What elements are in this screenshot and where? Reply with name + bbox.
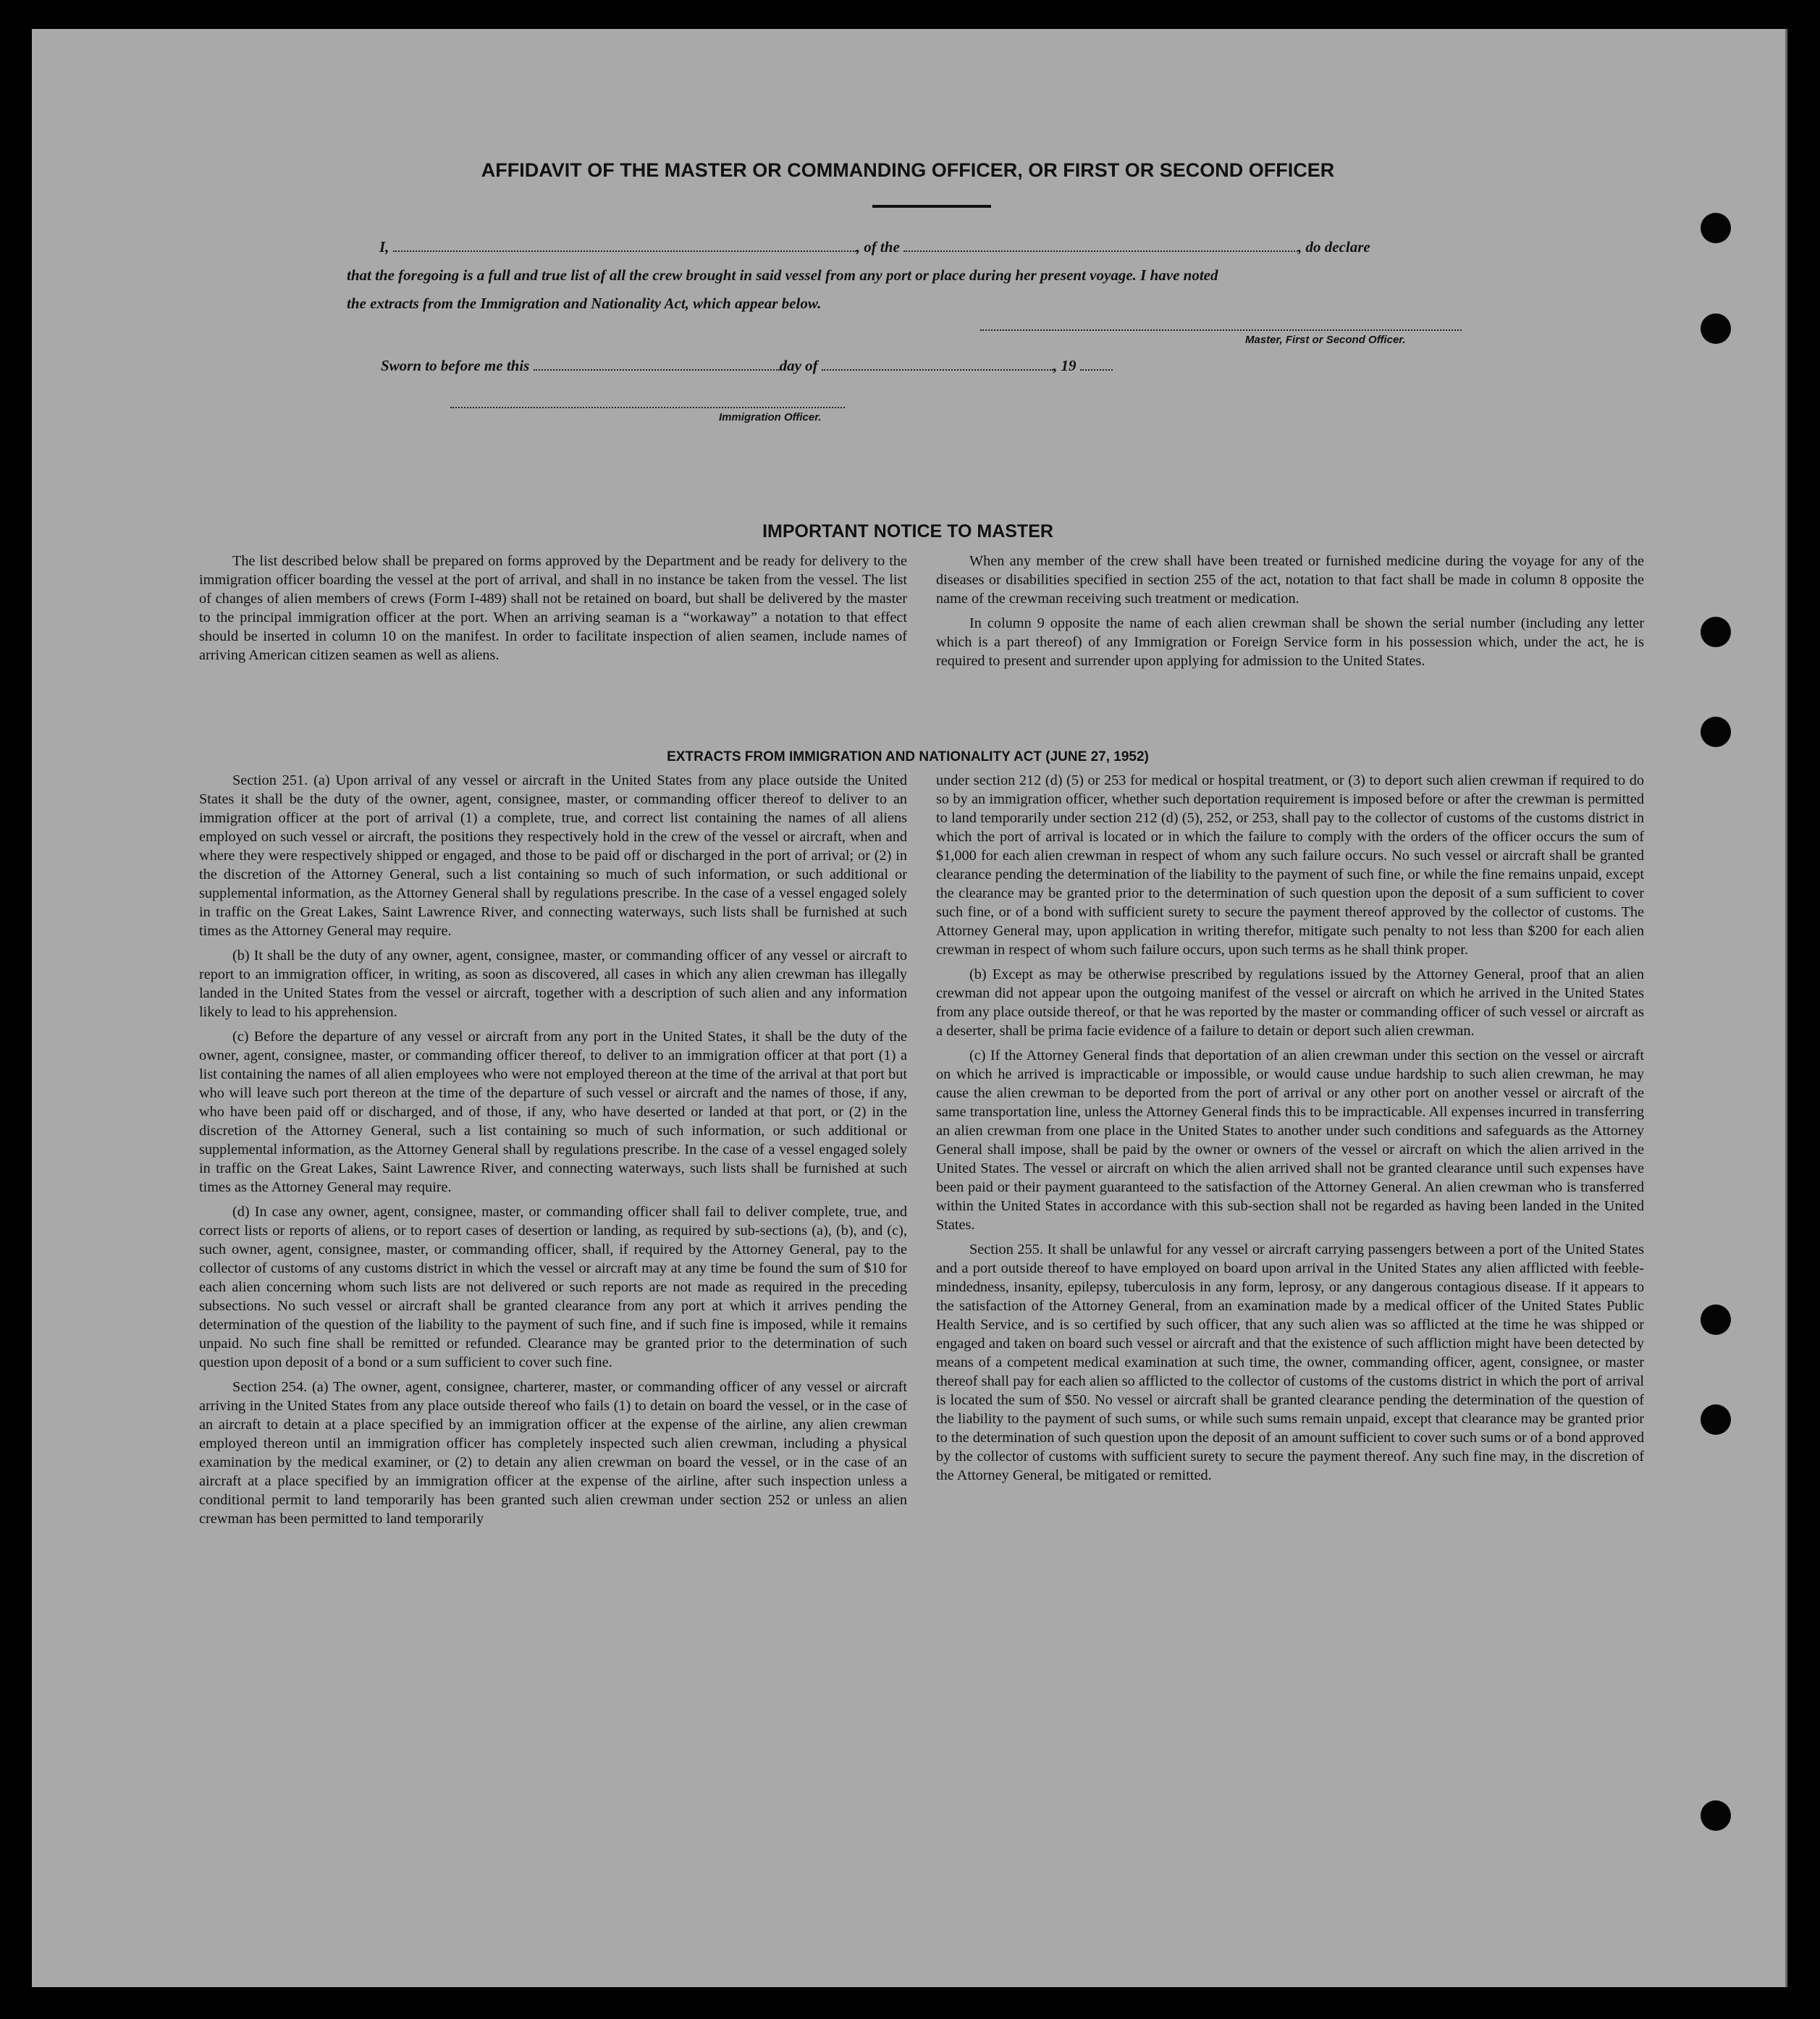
notice-title: IMPORTANT NOTICE TO MASTER	[762, 521, 1053, 541]
extracts-left-column	[199, 771, 907, 1534]
name-blank[interactable]	[393, 237, 856, 252]
master-signature-line[interactable]	[980, 329, 1462, 331]
vessel-blank[interactable]	[903, 237, 1298, 252]
punch-hole	[1701, 313, 1731, 344]
extract-paragraph: (b) Except as may be otherwise prescribed by regulations issued by the Attorney General, proof that an alien crewman did not appear upon the outgoing manifest of the vessel or aircraft on which he arrived in the United States from any place outside thereof, or that he was reported by the master or commanding officer of such vessel or aircraft as a deserter, shall be prima facie evidence of a failure to detain or deport such alien crewman.	[936, 966, 1644, 1039]
declaration-text-2: the extracts from the Immigration and Nationality Act, which appear below.	[347, 295, 822, 312]
immigration-officer-caption: Immigration Officer.	[719, 411, 822, 423]
affidavit-title: AFFIDAVIT OF THE MASTER OR COMMANDING OFFICER, OR FIRST OR SECOND OFFICER	[481, 159, 1335, 181]
extract-paragraph: Section 251. (a) Upon arrival of any vessel or aircraft in the United States from any place outside the United States it shall be the duty of the owner, agent, consignee, master, or commanding officer thereof to deliver to an immigration officer at the port of arrival (1) a complete, true, and correct list containing the names of all aliens employed on such vessel or aircraft, the positions they respectively hold in the crew of the vessel or aircraft, when and where they were respectively shipped or engaged, and those to be paid off or discharged in the port of arrival; or (2) in the discretion of the Attorney General, such a list containing so much of such information, or such additional or supplemental information, as the Attorney General shall by regulations prescribe. In the case of a vessel engaged solely in traffic on the Great Lakes, Saint Lawrence River, and connecting waterways, such lists shall be furnished at such times as the Attorney General may require.	[199, 772, 907, 939]
extract-paragraph: Section 254. (a) The owner, agent, consignee, charterer, master, or commanding officer of any vessel or aircraft arriving in the United States from any place outside thereof who fails (1) to detain on board the vessel, or in the case of an aircraft to detain at a place specified by an immigration officer at the expense of the airline, any alien crewman employed thereon until an immigration officer has completely inspected such alien crewman, including a physical examination by the medical examiner, or (2) to detain any alien crewman on board the vessel, or in the case of an aircraft at a place specified by an immigration officer at the expense of the airline, after such inspection unless a conditional permit to land temporarily has been granted such alien crewman under section 252 or unless an alien crewman has been permitted to land temporarily	[199, 1379, 907, 1527]
declaration-of: , of the	[856, 238, 900, 256]
sworn-day-of: day of	[779, 357, 818, 374]
notice-paragraph: The list described below shall be prepared on forms approved by the Department and be ready for delivery to the immigration officer boarding the vessel at the port of arrival, and shall in no instance be taken from the vessel. The list of changes of alien members of crews (Form I-489) shall not be retained on board, but shall be delivered by the master to the principal immigration officer at the port. When an arriving seaman is a “workaway” a notation to that effect should be inserted in column 10 on the manifest. In order to facilitate inspection of alien seamen, include names of arriving American citizen seamen as well as aliens.	[199, 553, 907, 663]
sworn-line	[381, 356, 1113, 375]
notice-paragraph: When any member of the crew shall have been treated or furnished medicine during the voyage for any of the diseases or disabilities specified in section 255 of the act, notation to that fact shall be made in column 8 opposite the name of the crewman receiving such treatment or medication.	[936, 553, 1644, 607]
punch-hole	[1701, 717, 1731, 747]
punch-hole	[1701, 213, 1731, 243]
sworn-label: Sworn to before me this	[381, 357, 530, 374]
declaration-do-declare: , do declare	[1298, 238, 1370, 256]
sworn-year-prefix: , 19	[1053, 357, 1077, 374]
punch-hole	[1701, 1404, 1731, 1435]
extract-paragraph: (b) It shall be the duty of any owner, agent, consignee, master, or commanding officer of any vessel or aircraft to report to an immigration officer, in writing, as soon as discovered, all cases in which any alien crewman has illegally landed in the United States from the vessel or aircraft, together with a description of such alien and any information likely to lead to his apprehension.	[199, 948, 907, 1020]
punch-hole	[1701, 617, 1731, 647]
sworn-month-blank[interactable]	[822, 356, 1053, 371]
punch-hole	[1701, 1800, 1731, 1831]
extract-paragraph: (d) In case any owner, agent, consignee, master, or commanding officer shall fail to deliver complete, true, and correct lists or reports of aliens, or to report cases of desertion or landing, as required by sub-sections (a), (b), and (c), such owner, agent, consignee, master, or commanding officer, shall, if required by the Attorney General, pay to the collector of customs of any customs district in which the vessel or aircraft may at any time be found the sum of $10 for each alien concerning whom such lists are not delivered or such reports are not made as required in the preceding subsections. No such vessel or aircraft shall be granted clearance from any port at which it arrives pending the determination of the question of the liability to the payment of such fine, and if such fine is imposed, while it remains unpaid. No such fine shall be remitted or refunded. Clearance may be granted prior to the determination of such question upon deposit of a bond or a sum sufficient to cover such fine.	[199, 1204, 907, 1370]
declaration-i: I,	[379, 238, 389, 256]
extract-paragraph: under section 212 (d) (5) or 253 for medical or hospital treatment, or (3) to deport such alien crewman if required to do so by an immigration officer, whether such deportation requirement is imposed before or after the crewman is permitted to land temporarily under section 212 (d) (5), 252, or 253, shall pay to the collector of customs of the customs district in which the port of arrival is located or in which the failure to comply with the orders of the officer occurs the sum of $1,000 for each alien crewman in respect of whom any such failure occurs. No such vessel or aircraft shall be granted clearance pending the determination of the liability to the payment of such fine, or while the fine remains unpaid, except the clearance may be granted prior to the determination of such question upon the deposit of a sum sufficient to cover such fine, or of a bond with sufficient surety to secure the payment thereof approved by the collector of customs. The Attorney General may, upon application in writing therefor, mitigate such penalty to not less than $200 for each alien crewman in respect of whom such failure occurs, upon such terms as he shall think proper.	[936, 772, 1644, 958]
extracts-right-column	[936, 771, 1644, 1491]
extract-paragraph: (c) Before the departure of any vessel or aircraft from any port in the United States, it shall be the duty of the owner, agent, consignee, master, or commanding officer thereof, to deliver to an immigration officer at that port (1) a list containing the names of all alien employees who were not employed thereon at the time of the arrival at that port but who will leave such port thereon at the time of the departure of such vessel or aircraft and the names of those, if any, who have been paid off or discharged, and of those, if any, who have deserted or landed at that port, or (2) in the discretion of the Attorney General, such a list containing so much of such information, or such additional or supplemental information, as the Attorney General shall by regulations prescribe. In the case of a vessel engaged solely in traffic on the Great Lakes, Saint Lawrence River, and connecting waterways, such lists shall be furnished at such times as the Attorney General may require.	[199, 1029, 907, 1195]
immigration-officer-line[interactable]	[450, 407, 845, 408]
declaration-text-1: that the foregoing is a full and true list of all the crew brought in said vessel from any port or place during her present voyage. I have noted	[347, 266, 1218, 284]
form-page	[32, 29, 1787, 1987]
declaration-line	[379, 237, 1370, 256]
notice-left-column	[199, 552, 907, 670]
sworn-day-blank[interactable]	[534, 356, 780, 371]
sworn-year-blank[interactable]	[1080, 356, 1113, 371]
notice-paragraph: In column 9 opposite the name of each alien crewman shall be shown the serial number (including any letter which is a part thereof) of any Immigration or Foreign Service form in his possession which, under the act, he is required to present and surrender upon applying for admission to the United States.	[936, 615, 1644, 669]
extracts-title: EXTRACTS FROM IMMIGRATION AND NATIONALITY ACT (JUNE 27, 1952)	[667, 749, 1149, 764]
extract-paragraph: Section 255. It shall be unlawful for any vessel or aircraft carrying passengers between a port of the United States and a port outside thereof to have employed on board upon arrival in the United States any alien afflicted with feeble-mindedness, insanity, epilepsy, tuberculosis in any form, leprosy, or any dangerous contagious disease. If it appears to the satisfaction of the Attorney General, from an examination made by a medical officer of the United States Public Health Service, and is so certified by such officer, that any such alien was so afflicted at the time he was shipped or engaged and taken on board such vessel or aircraft and that the existence of such affliction might have been detected by means of a competent medical examination at such time, the owner, commanding officer, agent, consignee, or master thereof shall pay for each alien so afflicted to the collector of customs of the customs district in which the port of arrival is located the sum of $50. No vessel or aircraft shall be granted clearance pending the determination of the question of the liability to the payment of such sums, or while such sums remain unpaid, except that clearance may be granted prior to the determination of such question upon the deposit of an amount sufficient to cover such sums or of a bond approved by the collector of customs with sufficient surety to secure the payment thereof. Any such fine may, in the discretion of the Attorney General, be mitigated or remitted.	[936, 1242, 1644, 1483]
extract-paragraph: (c) If the Attorney General finds that deportation of an alien crewman under this section on the vessel or aircraft on which he arrived is impracticable or impossible, or would cause undue hardship to such alien crewman, he may cause the alien crewman to be deported from the port of arrival or any other port on another vessel or aircraft of the same transportation line, unless the Attorney General finds this to be impracticable. All expenses incurred in transferring an alien crewman from one place in the United States to another under such conditions and safeguards as the Attorney General shall impose, shall be paid by the owner or owners of the vessel or aircraft on which the alien arrived in the United States. The vessel or aircraft on which the alien arrived shall not be granted clearance until such expenses have been paid or their payment guaranteed to the satisfaction of the Attorney General. An alien crewman who is transferred within the United States in accordance with this sub-section shall not be regarded as having been landed in the United States.	[936, 1048, 1644, 1233]
notice-right-column	[936, 552, 1644, 676]
title-rule	[872, 205, 991, 208]
master-signature-caption: Master, First or Second Officer.	[1245, 334, 1406, 346]
punch-hole	[1701, 1304, 1731, 1335]
